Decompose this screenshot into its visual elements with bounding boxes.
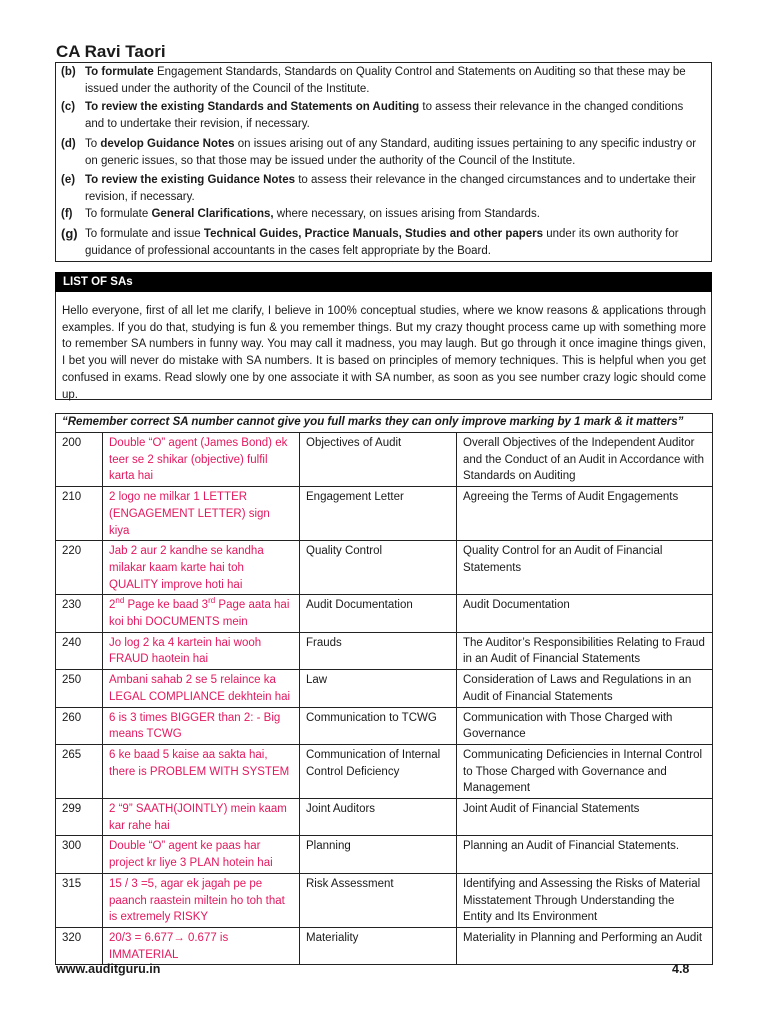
sa-title: Joint Audit of Financial Statements <box>457 799 713 836</box>
mnemonic: 2nd Page ke baad 3rd Page aata hai koi bhi DOCUMENTS mein <box>103 595 300 632</box>
sa-number: 220 <box>56 541 103 595</box>
item-text: To formulate and issue <box>85 228 204 240</box>
sa-number: 260 <box>56 707 103 744</box>
item-marker: (g) <box>61 226 78 241</box>
table-row <box>56 670 713 707</box>
item-bold: Technical Guides, Practice Manuals, Studies and other papers <box>203 228 544 240</box>
sa-table <box>55 413 713 965</box>
item-text: Engagement Standards, Standards on Quality Control and Statements on Auditing so that these may be issued under the authority of the Council of the Institute. <box>85 66 686 96</box>
mnemonic: 2 “9” SAATH(JOINTLY) mein kaam kar rahe hai <box>103 799 300 836</box>
item-bold: develop Guidance Notes <box>100 138 235 150</box>
item-marker: (b) <box>61 66 76 78</box>
section-header: LIST OF SAs <box>55 272 712 292</box>
table-row <box>56 744 713 798</box>
item-text: on issues arising out of any Standard, auditing issues pertaining to any specific industry or on generic issues, so that those may be issued under the authority of the Council of the Institute. <box>85 138 697 168</box>
sa-number: 320 <box>56 927 103 964</box>
item-marker: (e) <box>61 174 76 186</box>
mnemonic: Ambani sahab 2 se 5 relaince ka LEGAL COMPLIANCE dekhtein hai <box>103 670 300 707</box>
item-text: where necessary, on issues arising from Standards. <box>273 208 540 220</box>
item-bold: General Clarifications, <box>151 208 274 220</box>
table-row <box>56 927 713 964</box>
item-marker: (d) <box>61 138 76 150</box>
item-text: to assess their relevance in the changed circumstances and to undertake their revision, if necessary. <box>85 174 696 204</box>
mnemonic: Double “O” agent (James Bond) ek teer se 2 shikar (objective) fulfil karta hai <box>103 433 300 487</box>
sa-topic: Materiality <box>300 927 457 964</box>
mnemonic: 6 is 3 times BIGGER than 2: - Big means TCWG <box>103 707 300 744</box>
objective-item <box>61 136 705 170</box>
item-bold: To formulate <box>85 66 154 78</box>
table-row <box>56 836 713 873</box>
sa-number: 315 <box>56 873 103 927</box>
mnemonic: Jab 2 aur 2 kandhe se kandha milakar kaam karte hai toh QUALITY improve hoti hai <box>103 541 300 595</box>
mnemonic: Jo log 2 ka 4 kartein hai wooh FRAUD haotein hai <box>103 632 300 669</box>
sa-topic: Planning <box>300 836 457 873</box>
sa-number: 250 <box>56 670 103 707</box>
item-bold: To review the existing Guidance Notes <box>85 174 296 186</box>
footer-website: www.auditguru.in <box>56 962 161 976</box>
mnemonic: 20/3 = 6.677→ 0.677 is IMMATERIAL <box>103 927 300 964</box>
sa-topic: Communication to TCWG <box>300 707 457 744</box>
sa-topic: Quality Control <box>300 541 457 595</box>
sa-number: 299 <box>56 799 103 836</box>
mnemonic: 15 / 3 =5, agar ek jagah pe pe paanch raastein miltein ho toh that is extremely RISKY <box>103 873 300 927</box>
item-marker: (f) <box>61 208 73 220</box>
objective-item <box>61 172 705 206</box>
objective-item <box>61 99 705 133</box>
sa-topic: Communication of Internal Control Deficiency <box>300 744 457 798</box>
sa-number: 230 <box>56 595 103 632</box>
objective-item <box>61 226 705 260</box>
mnemonic: 2 logo ne milkar 1 LETTER (ENGAGEMENT LETTER) sign kiya <box>103 487 300 541</box>
sa-title: Communicating Deficiencies in Internal Control to Those Charged with Governance and Management <box>457 744 713 798</box>
table-row <box>56 541 713 595</box>
intro-paragraph: Hello everyone, first of all let me clarify, I believe in 100% conceptual studies, where we know reasons & applications through examples. If you do that, studying is fun & you remember things. But my crazy thought process came up with something more to remember SA numbers in funny way. You may call it madness, you may laugh. But go through it once imagine things given, I bet you will never do mistake with SA numbers. It is based on principles of memory techniques. This is helpful when you get confused in exams. Read slowly one by one associate it with SA number, as soon as you see number crazy logic should come up. <box>62 305 706 401</box>
item-text: to assess their relevance in the changed conditions and to undertake their revision, if necessary. <box>85 101 684 131</box>
item-text: To <box>85 138 101 150</box>
sa-topic: Risk Assessment <box>300 873 457 927</box>
objective-item <box>61 206 705 223</box>
table-row <box>56 873 713 927</box>
quote: “Remember correct SA number cannot give you full marks they can only improve marking by 1 mark & it matters” <box>56 414 713 433</box>
mnemonic: Double “O” agent ke paas har project kr liye 3 PLAN hotein hai <box>103 836 300 873</box>
sa-topic: Engagement Letter <box>300 487 457 541</box>
item-text: under its own authority for guidance of professional accountants in the cases felt appropriate by the Board. <box>85 228 679 258</box>
sa-topic: Audit Documentation <box>300 595 457 632</box>
sa-number: 200 <box>56 433 103 487</box>
sa-title: Overall Objectives of the Independent Auditor and the Conduct of an Audit in Accordance with Standards on Auditing <box>457 433 713 487</box>
mnemonic: 6 ke baad 5 kaise aa sakta hai, there is PROBLEM WITH SYSTEM <box>103 744 300 798</box>
sa-topic: Law <box>300 670 457 707</box>
table-row <box>56 433 713 487</box>
sa-title: Audit Documentation <box>457 595 713 632</box>
sa-title: Agreeing the Terms of Audit Engagements <box>457 487 713 541</box>
sa-topic: Objectives of Audit <box>300 433 457 487</box>
quote-row <box>56 414 713 433</box>
objective-item <box>61 64 705 98</box>
item-text: To formulate <box>85 208 152 220</box>
page-title: CA Ravi Taori <box>56 42 166 61</box>
sa-number: 265 <box>56 744 103 798</box>
sa-title: Quality Control for an Audit of Financial Statements <box>457 541 713 595</box>
table-row <box>56 799 713 836</box>
table-row <box>56 707 713 744</box>
sa-title: Identifying and Assessing the Risks of Material Misstatement Through Understanding the Entity and Its Environment <box>457 873 713 927</box>
sa-number: 240 <box>56 632 103 669</box>
table-row <box>56 632 713 669</box>
table-row <box>56 595 713 632</box>
sa-number: 210 <box>56 487 103 541</box>
sa-topic: Joint Auditors <box>300 799 457 836</box>
sa-title: The Auditor’s Responsibilities Relating to Fraud in an Audit of Financial Statements <box>457 632 713 669</box>
sa-title: Consideration of Laws and Regulations in an Audit of Financial Statements <box>457 670 713 707</box>
table-row <box>56 487 713 541</box>
sa-topic: Frauds <box>300 632 457 669</box>
sa-title: Materiality in Planning and Performing an Audit <box>457 927 713 964</box>
sa-title: Planning an Audit of Financial Statements. <box>457 836 713 873</box>
sa-number: 300 <box>56 836 103 873</box>
page-number: 4.8 <box>672 962 690 976</box>
item-marker: (c) <box>61 101 76 113</box>
item-bold: To review the existing Standards and Statements on Auditing <box>85 101 420 113</box>
sa-title: Communication with Those Charged with Governance <box>457 707 713 744</box>
